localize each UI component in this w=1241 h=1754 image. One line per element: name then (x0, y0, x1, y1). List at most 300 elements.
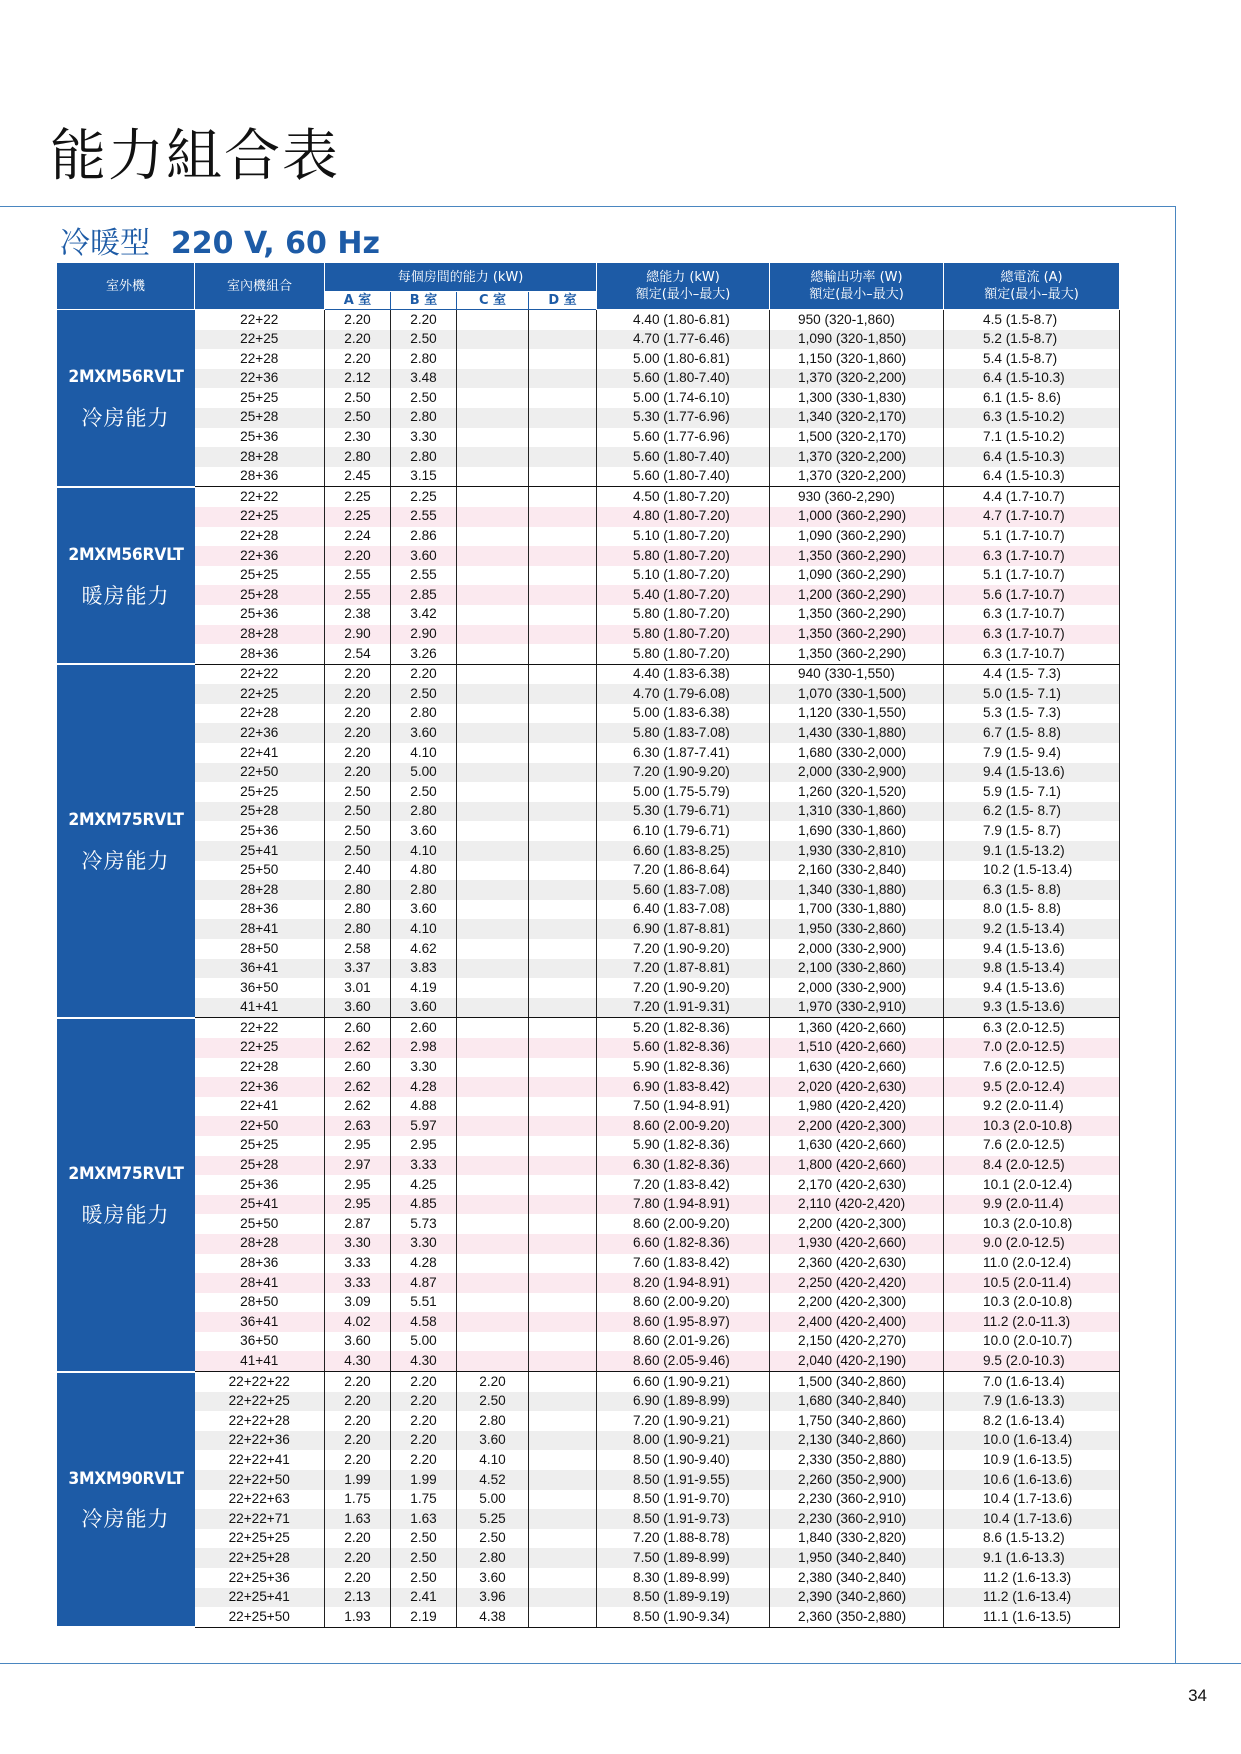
cell-room-d (529, 1490, 597, 1510)
cell-room-d (529, 625, 597, 645)
cell-total-current: 6.4 (1.5-10.3) (944, 369, 1120, 389)
cell-room-c (457, 939, 529, 959)
cell-room-a: 2.87 (325, 1214, 391, 1234)
cell-room-c (457, 1293, 529, 1313)
cell-room-b: 2.50 (391, 1568, 457, 1588)
cell-total-power: 2,390 (340-2,860) (770, 1588, 944, 1608)
cell-total-power: 1,350 (360-2,290) (770, 546, 944, 566)
table-body (57, 310, 1120, 1628)
cell-room-a: 2.80 (325, 880, 391, 900)
cell-total-capacity: 6.30 (1.82-8.36) (597, 1156, 770, 1176)
cell-total-current: 6.3 (1.5-10.2) (944, 408, 1120, 428)
cell-total-current: 9.8 (1.5-13.4) (944, 959, 1120, 979)
cell-total-current: 6.4 (1.5-10.3) (944, 467, 1120, 487)
cell-total-current: 8.4 (2.0-12.5) (944, 1156, 1120, 1176)
cell-total-current: 6.1 (1.5- 8.6) (944, 388, 1120, 408)
cell-combo: 22+28 (240, 705, 279, 721)
cell-room-c (457, 1097, 529, 1117)
cell-room-a: 2.20 (325, 1372, 391, 1392)
table-row (57, 428, 1120, 448)
cell-room-c (457, 408, 529, 428)
cell-total-current: 5.2 (1.5-8.7) (944, 330, 1120, 350)
cell-total-capacity: 7.20 (1.91-9.31) (597, 998, 770, 1018)
cell-room-c (457, 330, 529, 350)
cell-total-power: 2,360 (350-2,880) (770, 1607, 944, 1627)
table-row (57, 1372, 1120, 1392)
cell-room-c: 5.00 (457, 1490, 529, 1510)
table-row (57, 447, 1120, 467)
cell-total-capacity: 8.50 (1.91-9.70) (597, 1490, 770, 1510)
cell-total-power: 1,340 (320-2,170) (770, 408, 944, 428)
cell-room-c: 2.50 (457, 1529, 529, 1549)
cell-room-a: 1.75 (325, 1490, 391, 1510)
table-row (57, 1293, 1120, 1313)
cell-room-c: 3.96 (457, 1588, 529, 1608)
cell-combo: 25+28 (195, 585, 325, 605)
cell-room-a: 2.30 (325, 428, 391, 448)
cell-total-current: 9.1 (1.5-13.2) (944, 841, 1120, 861)
cell-combo: 28+41 (195, 919, 325, 939)
cell-total-capacity: 7.50 (1.89-8.99) (597, 1548, 770, 1568)
cell-total-current: 10.0 (2.0-10.7) (944, 1332, 1120, 1352)
cell-total-current: 6.3 (1.7-10.7) (944, 625, 1120, 645)
cell-combo: 28+36 (195, 644, 325, 664)
cell-room-d (529, 704, 597, 724)
cell-room-b: 4.88 (391, 1097, 457, 1117)
cell-room-d (529, 1509, 597, 1529)
cell-total-capacity: 7.80 (1.94-8.91) (597, 1195, 770, 1215)
cell-room-b: 2.50 (391, 388, 457, 408)
cell-combo: 22+28 (240, 1059, 279, 1075)
cell-room-b: 1.99 (391, 1470, 457, 1490)
cell-room-a: 2.95 (325, 1175, 391, 1195)
cell-room-b: 3.30 (391, 1234, 457, 1254)
cell-total-power: 1,370 (320-2,200) (770, 369, 944, 389)
cell-total-current: 5.4 (1.5-8.7) (944, 349, 1120, 369)
cell-combo: 41+41 (195, 998, 325, 1018)
cell-total-current: 11.2 (1.6-13.4) (944, 1588, 1120, 1608)
cell-combo: 22+25 (195, 684, 325, 704)
cell-total-power: 1,120 (330-1,550) (770, 704, 944, 724)
cell-total-capacity: 6.90 (1.87-8.81) (597, 919, 770, 939)
cell-room-d (529, 1529, 597, 1549)
header-total-power (770, 263, 944, 310)
cell-room-d (529, 919, 597, 939)
cell-combo: 22+22+25 (195, 1392, 325, 1412)
table-row (57, 1234, 1120, 1254)
cell-combo: 25+36 (240, 1176, 279, 1192)
cell-room-d (529, 1568, 597, 1588)
cell-total-capacity: 5.00 (1.74-6.10) (597, 388, 770, 408)
cell-room-d (529, 1058, 597, 1078)
cell-total-current: 4.5 (1.5-8.7) (944, 310, 1120, 330)
cell-combo: 25+25 (240, 567, 279, 583)
cell-total-capacity: 5.40 (1.80-7.20) (597, 585, 770, 605)
cell-total-power: 2,250 (420-2,420) (770, 1273, 944, 1293)
cell-room-b: 1.75 (391, 1490, 457, 1510)
header-total-current (944, 263, 1120, 310)
cell-room-c (457, 782, 529, 802)
cell-room-a: 2.50 (325, 388, 391, 408)
cell-room-c (457, 369, 529, 389)
cell-room-b: 2.50 (391, 684, 457, 704)
cell-total-capacity: 4.40 (1.80-6.81) (597, 310, 770, 330)
cell-room-b: 3.60 (391, 998, 457, 1018)
cell-total-power: 2,380 (340-2,840) (770, 1568, 944, 1588)
cell-combo: 36+50 (240, 1333, 279, 1349)
section-title-zh: 冷暖型 (60, 226, 150, 261)
cell-total-power: 1,150 (320-1,860) (770, 349, 944, 369)
cell-room-a: 4.02 (325, 1312, 391, 1332)
cell-total-current: 7.6 (2.0-12.5) (944, 1058, 1120, 1078)
cell-room-c (457, 821, 529, 841)
cell-room-d (529, 782, 597, 802)
header-room-b: B 室 (391, 292, 457, 310)
cell-combo: 28+28 (195, 880, 325, 900)
cell-room-d (529, 369, 597, 389)
cell-total-capacity: 5.10 (1.80-7.20) (597, 527, 770, 547)
cell-total-capacity: 4.40 (1.83-6.38) (597, 664, 770, 684)
cell-room-a: 3.01 (325, 978, 391, 998)
cell-total-current: 10.3 (2.0-10.8) (944, 1116, 1120, 1136)
header-combo: 室內機組合 (195, 263, 325, 310)
cell-total-current: 7.9 (1.5- 9.4) (944, 743, 1120, 763)
cell-total-current: 11.2 (1.6-13.3) (944, 1568, 1120, 1588)
cell-combo: 22+22+71 (195, 1509, 325, 1529)
cell-combo: 22+50 (195, 763, 325, 783)
cell-combo: 22+22 (240, 488, 279, 504)
cell-total-capacity: 6.40 (1.83-7.08) (597, 900, 770, 920)
right-divider (1175, 206, 1176, 1663)
cell-total-current: 9.5 (2.0-10.3) (944, 1351, 1120, 1371)
table-row (57, 408, 1120, 428)
cell-total-current: 7.9 (1.6-13.3) (944, 1392, 1120, 1412)
cell-combo: 25+36 (240, 429, 279, 445)
cell-total-capacity: 5.60 (1.82-8.36) (597, 1038, 770, 1058)
cell-room-c (457, 605, 529, 625)
table-row (57, 527, 1120, 547)
cell-combo: 36+41 (195, 959, 325, 979)
cell-room-d (529, 487, 597, 507)
cell-room-d (529, 1431, 597, 1451)
cell-room-c (457, 527, 529, 547)
table-row (57, 625, 1120, 645)
cell-total-capacity: 8.50 (1.91-9.73) (597, 1509, 770, 1529)
table-row (57, 861, 1120, 881)
header-total-power-line1: 總輸出功率 (W) (810, 270, 903, 285)
cell-room-c (457, 507, 529, 527)
cell-room-b: 3.48 (391, 369, 457, 389)
cell-total-current: 8.0 (1.5- 8.8) (944, 900, 1120, 920)
cell-room-d (529, 1136, 597, 1156)
cell-combo: 36+41 (195, 1312, 325, 1332)
cell-room-c: 2.20 (457, 1372, 529, 1392)
cell-room-c (457, 684, 529, 704)
cell-room-c (457, 428, 529, 448)
cell-total-capacity: 5.30 (1.77-6.96) (597, 408, 770, 428)
cell-room-b: 4.87 (391, 1273, 457, 1293)
cell-total-capacity: 8.60 (2.01-9.26) (597, 1332, 770, 1352)
cell-room-c: 4.38 (457, 1607, 529, 1627)
cell-room-a: 2.12 (325, 369, 391, 389)
table-row (57, 900, 1120, 920)
cell-total-power: 1,690 (330-1,860) (770, 821, 944, 841)
cell-total-current: 7.1 (1.5-10.2) (944, 428, 1120, 448)
cell-room-c (457, 998, 529, 1018)
cell-room-b: 2.50 (391, 1529, 457, 1549)
cell-room-a: 2.62 (325, 1038, 391, 1058)
cell-room-a: 2.20 (325, 1450, 391, 1470)
cell-total-capacity: 7.20 (1.83-8.42) (597, 1175, 770, 1195)
cell-room-b: 2.41 (391, 1588, 457, 1608)
cell-room-c (457, 1116, 529, 1136)
cell-combo: 22+36 (195, 369, 325, 389)
cell-total-current: 9.0 (2.0-12.5) (944, 1234, 1120, 1254)
operation-mode: 暖房能力 (81, 1202, 170, 1227)
cell-room-a: 1.63 (325, 1509, 391, 1529)
cell-room-d (529, 900, 597, 920)
cell-total-capacity: 5.00 (1.80-6.81) (597, 349, 770, 369)
cell-room-d (529, 330, 597, 350)
cell-room-c (457, 1156, 529, 1176)
cell-room-c (457, 1077, 529, 1097)
cell-total-capacity: 5.80 (1.83-7.08) (597, 723, 770, 743)
cell-room-d (529, 527, 597, 547)
cell-room-c (457, 861, 529, 881)
table-row (57, 1018, 1120, 1038)
cell-room-a: 2.80 (325, 447, 391, 467)
cell-room-b: 2.86 (391, 527, 457, 547)
cell-total-current: 6.3 (1.7-10.7) (944, 546, 1120, 566)
cell-total-current: 5.0 (1.5- 7.1) (944, 684, 1120, 704)
cell-room-b: 2.98 (391, 1038, 457, 1058)
cell-room-c: 5.25 (457, 1509, 529, 1529)
cell-room-b: 3.30 (391, 1058, 457, 1078)
cell-combo: 22+25 (195, 507, 325, 527)
cell-combo: 22+22+50 (195, 1470, 325, 1490)
cell-total-power: 1,350 (360-2,290) (770, 644, 944, 664)
cell-room-c: 3.60 (457, 1431, 529, 1451)
cell-room-d (529, 566, 597, 586)
cell-total-power: 1,970 (330-2,910) (770, 998, 944, 1018)
cell-total-power: 1,930 (330-2,810) (770, 841, 944, 861)
cell-combo: 22+22+36 (195, 1431, 325, 1451)
cell-room-b: 4.62 (391, 939, 457, 959)
cell-total-capacity: 7.20 (1.88-8.78) (597, 1529, 770, 1549)
cell-room-c: 2.80 (457, 1411, 529, 1431)
cell-room-a: 2.38 (325, 605, 391, 625)
cell-total-capacity: 8.20 (1.94-8.91) (597, 1273, 770, 1293)
table-row (57, 1548, 1120, 1568)
cell-room-c (457, 704, 529, 724)
cell-room-d (529, 507, 597, 527)
cell-room-a: 2.50 (325, 802, 391, 822)
header-total-power-line2: 額定(最小–最大) (809, 287, 904, 302)
cell-room-b: 2.20 (391, 310, 457, 330)
table-row (57, 1116, 1120, 1136)
cell-total-capacity: 4.50 (1.80-7.20) (597, 487, 770, 507)
cell-combo: 22+25+25 (228, 1530, 290, 1546)
section-title (60, 218, 380, 262)
cell-room-b: 4.25 (391, 1175, 457, 1195)
cell-room-c (457, 566, 529, 586)
cell-room-b: 4.30 (391, 1351, 457, 1371)
cell-total-current: 11.1 (1.6-13.5) (944, 1607, 1120, 1627)
cell-room-d (529, 978, 597, 998)
cell-room-c (457, 487, 529, 507)
cell-total-power: 2,230 (360-2,910) (770, 1490, 944, 1510)
cell-room-d (529, 959, 597, 979)
cell-room-d (529, 1234, 597, 1254)
page-number: 34 (1188, 1686, 1207, 1705)
cell-room-c (457, 900, 529, 920)
cell-combo: 25+41 (195, 841, 325, 861)
cell-combo: 25+50 (240, 862, 279, 878)
table-row (57, 978, 1120, 998)
table-row (57, 330, 1120, 350)
cell-total-capacity: 4.70 (1.77-6.46) (597, 330, 770, 350)
cell-room-d (529, 467, 597, 487)
cell-room-b: 3.42 (391, 605, 457, 625)
cell-room-c (457, 644, 529, 664)
cell-room-b: 4.19 (391, 978, 457, 998)
cell-room-a: 3.60 (325, 998, 391, 1018)
cell-room-d (529, 1175, 597, 1195)
table-row (57, 1136, 1120, 1156)
cell-room-a: 2.20 (325, 349, 391, 369)
cell-combo: 25+28 (195, 408, 325, 428)
cell-total-capacity: 5.00 (1.83-6.38) (597, 704, 770, 724)
cell-room-d (529, 743, 597, 763)
cell-room-c: 2.50 (457, 1392, 529, 1412)
cell-total-power: 2,260 (350-2,900) (770, 1470, 944, 1490)
cell-total-capacity: 4.70 (1.79-6.08) (597, 684, 770, 704)
cell-room-b: 2.85 (391, 585, 457, 605)
cell-room-c (457, 880, 529, 900)
cell-room-b: 3.15 (391, 467, 457, 487)
cell-total-capacity: 5.80 (1.80-7.20) (597, 546, 770, 566)
table-row (57, 585, 1120, 605)
cell-room-d (529, 1450, 597, 1470)
cell-total-capacity: 5.80 (1.80-7.20) (597, 605, 770, 625)
cell-combo: 22+25+50 (195, 1607, 325, 1627)
cell-total-current: 9.9 (2.0-11.4) (944, 1195, 1120, 1215)
cell-room-d (529, 546, 597, 566)
cell-room-d (529, 310, 597, 330)
cell-room-a: 2.62 (325, 1097, 391, 1117)
table-row (57, 841, 1120, 861)
cell-room-d (529, 1332, 597, 1352)
table-row (57, 1431, 1120, 1451)
capacity-table (56, 262, 1120, 1628)
cell-combo: 22+22+63 (228, 1491, 290, 1507)
cell-combo: 28+28 (195, 1234, 325, 1254)
cell-room-b: 2.20 (391, 1450, 457, 1470)
cell-combo: 28+50 (240, 940, 279, 956)
cell-total-current: 9.5 (2.0-12.4) (944, 1077, 1120, 1097)
cell-total-power: 2,150 (420-2,270) (770, 1332, 944, 1352)
cell-room-d (529, 802, 597, 822)
cell-room-b: 2.50 (391, 330, 457, 350)
cell-total-power: 1,300 (330-1,830) (770, 388, 944, 408)
cell-room-a: 2.90 (325, 625, 391, 645)
cell-room-a: 3.09 (325, 1293, 391, 1313)
cell-room-c (457, 349, 529, 369)
cell-total-capacity: 5.10 (1.80-7.20) (597, 566, 770, 586)
cell-room-d (529, 1116, 597, 1136)
cell-total-power: 1,200 (360-2,290) (770, 585, 944, 605)
cell-room-b: 5.00 (391, 1332, 457, 1352)
cell-room-a: 4.30 (325, 1351, 391, 1371)
operation-mode: 冷房能力 (81, 405, 170, 430)
cell-total-power: 1,700 (330-1,880) (770, 900, 944, 920)
table-row (57, 704, 1120, 724)
cell-room-d (529, 1273, 597, 1293)
cell-combo: 25+41 (195, 1195, 325, 1215)
cell-total-power: 1,980 (420-2,420) (770, 1097, 944, 1117)
cell-room-b: 5.97 (391, 1116, 457, 1136)
table-row (57, 644, 1120, 664)
cell-total-power: 930 (360-2,290) (770, 487, 944, 507)
cell-room-d (529, 664, 597, 684)
cell-combo: 22+50 (195, 1116, 325, 1136)
cell-room-a: 2.55 (325, 585, 391, 605)
cell-total-power: 1,800 (420-2,660) (770, 1156, 944, 1176)
cell-room-b: 3.83 (391, 959, 457, 979)
cell-room-d (529, 1038, 597, 1058)
cell-room-c (457, 723, 529, 743)
cell-total-power: 2,040 (420-2,190) (770, 1351, 944, 1371)
cell-total-current: 6.7 (1.5- 8.8) (944, 723, 1120, 743)
cell-combo: 22+25 (195, 330, 325, 350)
header-total-capacity-line2: 額定(最小–最大) (635, 287, 731, 302)
cell-combo: 22+22+28 (228, 1412, 290, 1428)
cell-total-current: 9.4 (1.5-13.6) (944, 763, 1120, 783)
cell-total-current: 10.3 (2.0-10.8) (944, 1293, 1120, 1313)
cell-room-d (529, 1351, 597, 1371)
cell-room-c (457, 763, 529, 783)
cell-room-c: 2.80 (457, 1548, 529, 1568)
bottom-divider (0, 1663, 1241, 1664)
cell-room-b: 4.28 (391, 1077, 457, 1097)
cell-total-power: 1,360 (420-2,660) (770, 1018, 944, 1038)
cell-total-capacity: 5.30 (1.79-6.71) (597, 802, 770, 822)
cell-total-current: 7.6 (2.0-12.5) (944, 1136, 1120, 1156)
cell-room-b: 4.85 (391, 1195, 457, 1215)
cell-total-current: 9.2 (2.0-11.4) (944, 1097, 1120, 1117)
cell-room-c (457, 743, 529, 763)
outdoor-model-name: 3MXM90RVLT (67, 1468, 184, 1489)
cell-total-current: 6.2 (1.5- 8.7) (944, 802, 1120, 822)
table-row (57, 1195, 1120, 1215)
cell-total-capacity: 4.80 (1.80-7.20) (597, 507, 770, 527)
cell-room-d (529, 821, 597, 841)
table-row (57, 1490, 1120, 1510)
outdoor-model-cell (57, 1018, 195, 1372)
cell-total-current: 4.4 (1.5- 7.3) (944, 664, 1120, 684)
cell-combo: 25+25 (240, 389, 279, 405)
table-row (57, 919, 1120, 939)
cell-total-current: 10.9 (1.6-13.5) (944, 1450, 1120, 1470)
cell-room-c (457, 1058, 529, 1078)
table-row (57, 546, 1120, 566)
cell-total-capacity: 8.50 (1.91-9.55) (597, 1470, 770, 1490)
cell-total-current: 10.0 (1.6-13.4) (944, 1431, 1120, 1451)
outdoor-model-name: 2MXM56RVLT (67, 544, 184, 565)
cell-room-b: 3.33 (391, 1156, 457, 1176)
cell-room-d (529, 428, 597, 448)
cell-total-power: 1,090 (320-1,850) (770, 330, 944, 350)
